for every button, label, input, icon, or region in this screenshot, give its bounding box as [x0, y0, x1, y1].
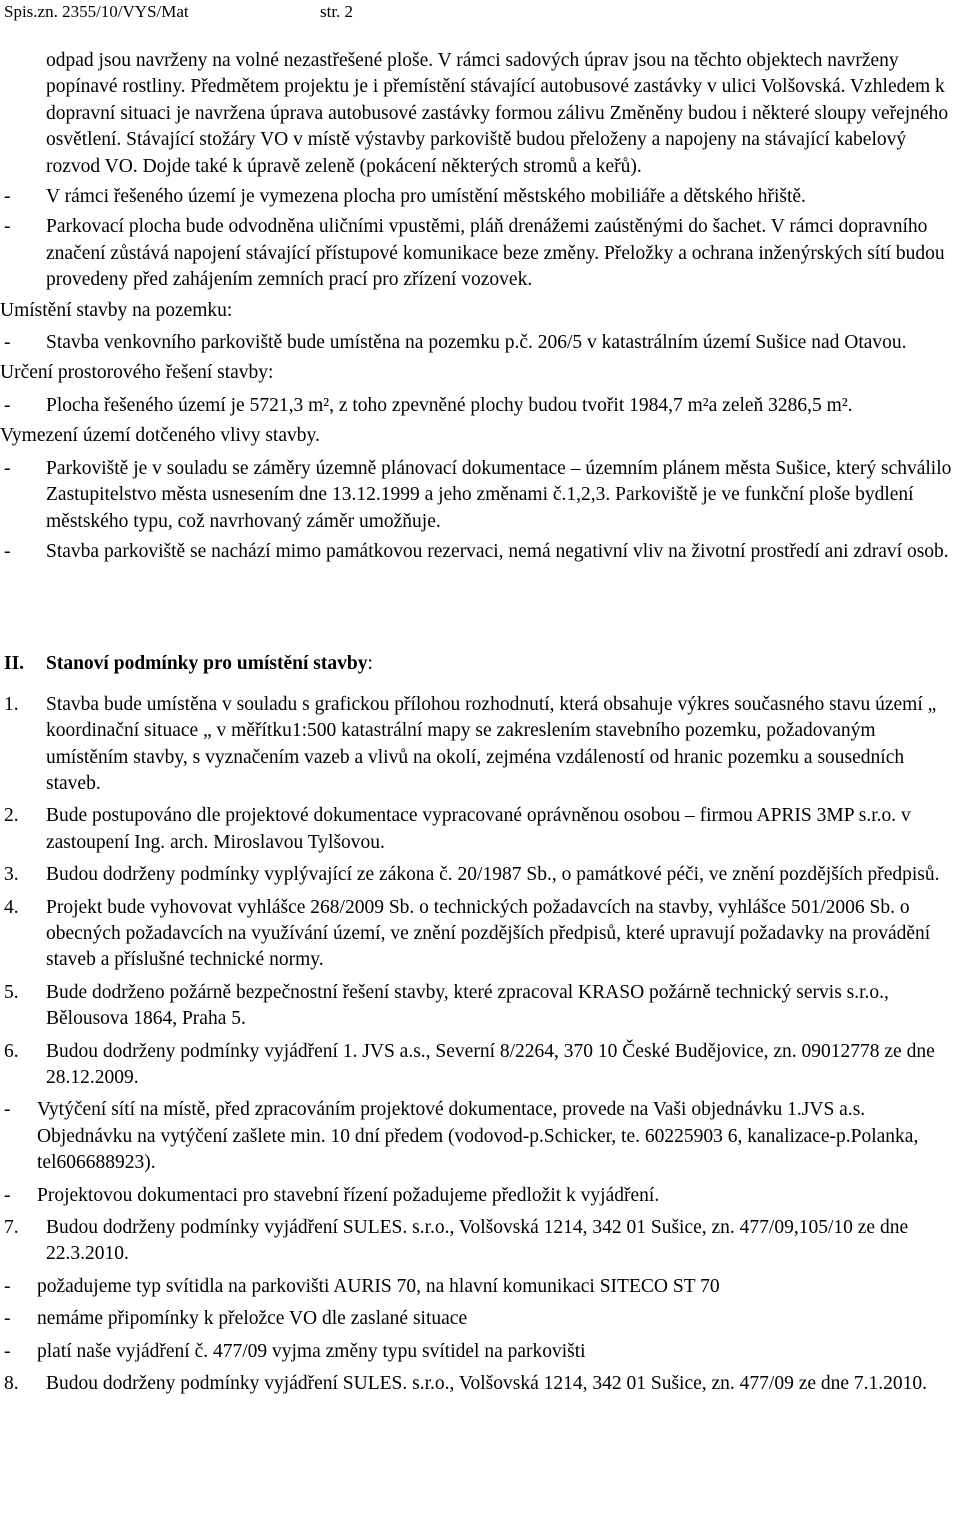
- bullet-text: Stavba venkovního parkoviště bude umístěna na pozemku p.č. 206/5 v katastrálním území Sušice nad Otavou.: [46, 332, 907, 354]
- condition-number: 2.: [4, 805, 19, 827]
- label-umisteni: Umístění stavby na pozemku:: [0, 299, 233, 321]
- bullet-dash: -: [4, 394, 11, 416]
- bullet-text: Projektovou dokumentaci pro stavební řízení požadujeme předložit k vyjádření.: [37, 1184, 660, 1206]
- bullet-dash: -: [4, 540, 11, 562]
- intro-paragraph: odpad jsou navrženy na volné nezastřešené ploše. V rámci sadových úprav jsou na těchto objektech navrženy popínavé rostliny. Předmětem projektu je i přemístění stávající autobusové zastávky v ulici Volšovská. Vzhledem k dopravní situaci je navržena úprava autobusové zastávky formou zálivu Změněny budou i některé sloupy veřejného osvětlení. Stávající stožáry VO v místě výstavby parkoviště budou přeloženy a napojeny na stávající kabelový rozvod VO. Dojde také k úpravě zeleně (pokácení některých stromů a keřů).: [46, 50, 949, 177]
- jvs-bullet-2: [0, 1183, 960, 1209]
- condition-number: 3.: [4, 864, 19, 886]
- jvs-bullet-1: [0, 1097, 960, 1176]
- section-colon: :: [367, 653, 373, 675]
- bullet-dash: -: [4, 457, 11, 479]
- condition-text: Budou dodrženy podmínky vyjádření SULES. s.r.o., Volšovská 1214, 342 01 Sušice, zn. 477/09 ze dne 7.1.2010.: [46, 1373, 928, 1395]
- file-reference: Spis.zn. 2355/10/VYS/Mat: [4, 2, 189, 21]
- bullet-dash: -: [4, 1099, 11, 1121]
- condition-4: [0, 895, 960, 974]
- condition-6: [0, 1039, 960, 1092]
- condition-number: 8.: [4, 1373, 19, 1395]
- bullet-text: V rámci řešeného území je vymezena plocha pro umístění městského mobiliáře a dětského hřiště.: [46, 186, 806, 208]
- condition-number: 1.: [4, 693, 19, 715]
- page-number: str. 2: [320, 2, 354, 21]
- bullet-dash: -: [4, 1340, 11, 1362]
- bullet-text: Plocha řešeného území je 5721,3 m², z toho zpevněné plochy budou tvořit 1984,7 m²a zeleň 3286,5 m².: [46, 394, 853, 416]
- section-numeral: II.: [4, 653, 25, 675]
- bullet-dash: -: [4, 216, 11, 238]
- bullet-text: Vytýčení sítí na místě, před zpracováním projektové dokumentace, provede na Vaši objednávku 1.JVS a.s. Objednávku na vytýčení zašlete min. 10 dní předem (vodovod-p.Schicker, te. 60225903 6, kanalizace-p.Polanka, tel606688923).: [37, 1099, 919, 1174]
- condition-number: 5.: [4, 981, 19, 1003]
- bullet-mobiliar: [0, 184, 960, 210]
- document-body: [0, 48, 960, 1403]
- page-header: [4, 2, 956, 24]
- section-title: Stanoví podmínky pro umístění stavby: [46, 653, 368, 675]
- bullet-urceni: [0, 393, 960, 419]
- bullet-vymezeni-1: [0, 456, 960, 535]
- label-urceni: Určení prostorového řešení stavby:: [0, 362, 274, 384]
- section-heading: [0, 651, 960, 677]
- condition-number: 7.: [4, 1217, 19, 1239]
- bullet-dash: -: [4, 332, 11, 354]
- condition-5: [0, 980, 960, 1033]
- condition-text: Budou dodrženy podmínky vyjádření SULES. s.r.o., Volšovská 1214, 342 01 Sušice, zn. 477/09,105/10 ze dne 22.3.2010.: [46, 1217, 909, 1265]
- bullet-text: platí naše vyjádření č. 477/09 vyjma změny typu svítidel na parkovišti: [37, 1340, 586, 1362]
- bullet-dash: -: [4, 1275, 11, 1297]
- bullet-text: nemáme připomínky k přeložce VO dle zaslané situace: [37, 1308, 468, 1330]
- sules-bullet-1: [0, 1274, 960, 1300]
- bullet-text: Stavba parkoviště se nachází mimo památkovou rezervaci, nemá negativní vliv na životní prostředí ani zdraví osob.: [46, 540, 949, 562]
- sules-bullet-3: [0, 1339, 960, 1365]
- bullet-text: Parkoviště je v souladu se záměry územně plánovací dokumentace – územním plánem města Sušice, který schválilo Zastupitelstvo města usnesením dne 13.12.1999 a jeho změnami č.1,2,3. Parkoviště je ve funkční ploše bydlení městského typu, což navrhovaný záměr umožňuje.: [46, 457, 952, 532]
- condition-3: [0, 862, 960, 888]
- condition-number: 4.: [4, 896, 19, 918]
- bullet-vymezeni-2: [0, 539, 960, 565]
- condition-1: [0, 692, 960, 798]
- condition-text: Bude postupováno dle projektové dokumentace vypracované oprávněnou osobou – firmou APRIS 3MP s.r.o. v zastoupení Ing. arch. Miroslavou Tylšovou.: [46, 805, 911, 853]
- bullet-text: Parkovací plocha bude odvodněna uličními vpustěmi, pláň drenážemi zaústěnými do šachet. V rámci dopravního značení zůstává napojení stávající přístupové komunikace beze změny. Přeložky a ochrana inženýrských sítí budou provedeny před zahájením zemních prací pro zřízení vozovek.: [46, 216, 945, 291]
- condition-text: Bude dodrženo požárně bezpečnostní řešení stavby, které zpracoval KRASO požárně technický servis s.r.o., Bělousova 1864, Praha 5.: [46, 981, 889, 1030]
- bullet-text: požadujeme typ svítidla na parkovišti AURIS 70, na hlavní komunikaci SITECO ST 70: [37, 1275, 720, 1297]
- bullet-dash: -: [4, 1184, 11, 1206]
- condition-text: Budou dodrženy podmínky vyjádření 1. JVS a.s., Severní 8/2264, 370 10 České Budějovice, zn. 09012778 ze dne 28.12.2009.: [46, 1040, 935, 1088]
- bullet-dash: -: [4, 186, 11, 208]
- sules-bullet-2: [0, 1306, 960, 1332]
- condition-text: Budou dodrženy podmínky vyplývající ze zákona č. 20/1987 Sb., o památkové péči, ve znění pozdějších předpisů.: [46, 864, 940, 886]
- condition-2: [0, 803, 960, 856]
- bullet-umisteni: [0, 330, 960, 356]
- bullet-parkovaci-plocha: [0, 214, 960, 293]
- label-vymezeni: Vymezení území dotčeného vlivy stavby.: [0, 425, 320, 447]
- condition-8: [0, 1371, 960, 1397]
- condition-text: Stavba bude umístěna v souladu s grafickou přílohou rozhodnutí, která obsahuje výkres současného stavu území „ koordinační situace „ v měřítku1:500 katastrální mapy se zakreslením stavebního pozemku, požadovaným umístěním stavby, s vyznačením vazeb a vlivů na okolí, zejména vzdáleností od hranic pozemku a sousedních staveb.: [46, 693, 937, 794]
- condition-text: Projekt bude vyhovovat vyhlášce 268/2009 Sb. o technických požadavcích na stavby, vyhlášce 501/2006 Sb. o obecných požadavcích na využívání území, ve znění pozdějších předpisů, které upravují požadavky na provádění staveb a příslušné technické normy.: [46, 896, 931, 971]
- condition-number: 6.: [4, 1040, 19, 1062]
- bullet-dash: -: [4, 1308, 11, 1330]
- condition-7: [0, 1215, 960, 1268]
